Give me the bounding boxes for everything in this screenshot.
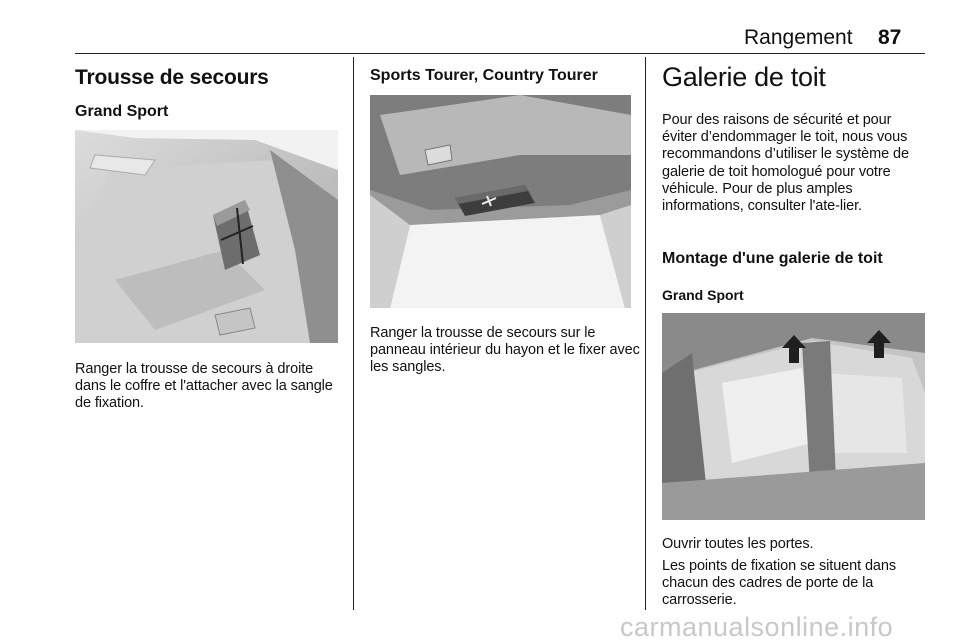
section-heading-first-aid: Trousse de secours xyxy=(75,66,269,89)
column-divider-right xyxy=(645,57,646,610)
mounting-points-text: Les points de fixation se situent dans chacun des cadres de porte de la carrosserie. xyxy=(662,558,896,609)
figure-tailgate-first-aid-kit xyxy=(370,95,631,308)
open-doors-text: Ouvrir toutes les portes. xyxy=(662,536,814,552)
first-aid-grand-sport-text: Ranger la trousse de secours à droite dans le coffre et l'attacher avec la sangle de fixation. xyxy=(75,361,333,412)
first-aid-tourer-text: Ranger la trousse de secours sur le panneau intérieur du hayon et le fixer avec les sangles. xyxy=(370,325,640,376)
subheading-sports-tourer: Sports Tourer, Country Tourer xyxy=(370,67,598,84)
subheading-grand-sport-roof: Grand Sport xyxy=(662,287,744,303)
column-divider-left xyxy=(353,57,354,610)
section-heading-roof-rack: Galerie de toit xyxy=(662,62,826,92)
subheading-roof-rack-mounting: Montage d'une galerie de toit xyxy=(662,250,883,267)
figure-car-doors-open xyxy=(662,313,925,520)
header-rule xyxy=(75,53,925,54)
roof-rack-intro-text: Pour des raisons de sécurité et pour éviter d’endommager le toit, nous vous recommandons d’utiliser le système de galerie de toit homologué pour votre véhicule. Pour de plus amples informations, consulter l'ate-lier. xyxy=(662,112,909,215)
header-title: Rangement xyxy=(744,26,853,49)
figure-trunk-first-aid-kit xyxy=(75,130,338,343)
subheading-grand-sport: Grand Sport xyxy=(75,103,169,120)
page-number: 87 xyxy=(878,26,902,49)
watermark: carmanualsonline.info xyxy=(620,612,894,642)
